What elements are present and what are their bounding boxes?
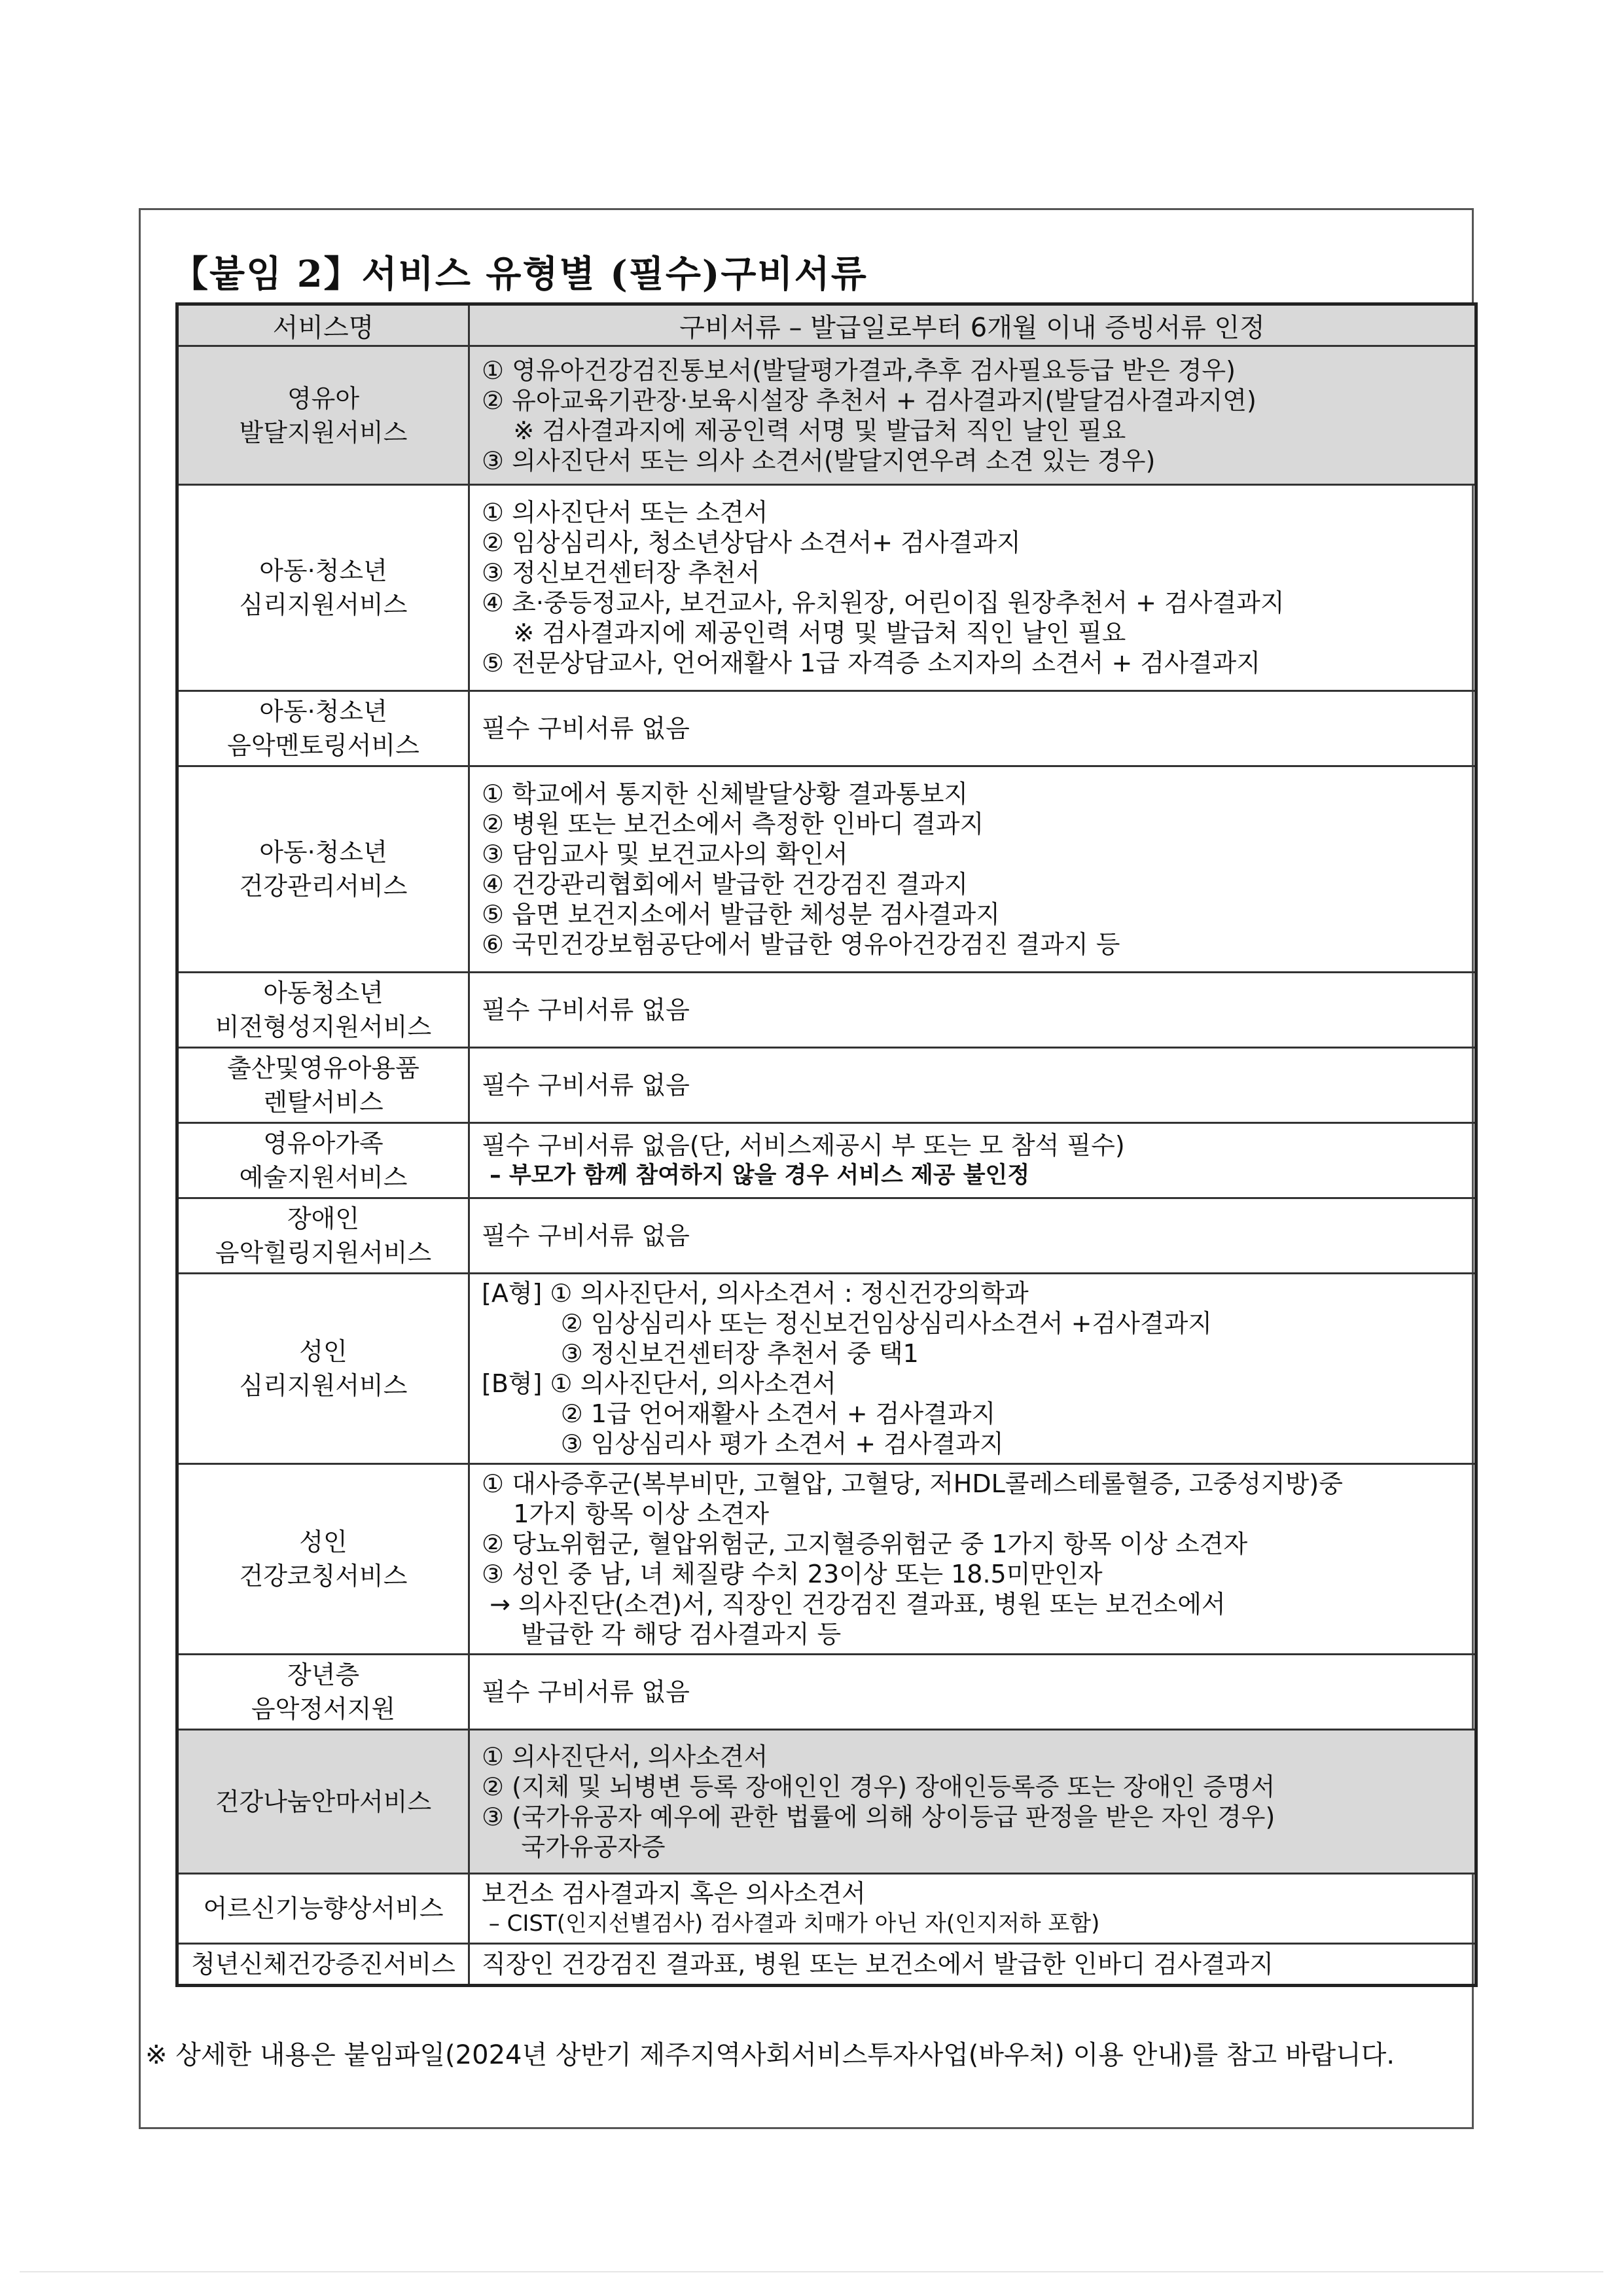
required-documents-cell: [469, 1198, 1476, 1274]
service-name-cell: [177, 485, 469, 691]
service-name-line: 영유아가족: [263, 1129, 383, 1158]
document-item: 1가지 항목 이상 소견자: [482, 1499, 770, 1528]
document-item: [B형] ① 의사진단서, 의사소견서: [482, 1369, 836, 1398]
document-item: ⑤ 전문상담교사, 언어재활사 1급 자격증 소지자의 소견서 + 검사결과지: [482, 649, 1260, 677]
service-name-line: 심리지원서비스: [239, 1371, 408, 1400]
document-item: ※ 검사결과지에 제공인력 서명 및 발급처 직인 날인 필요: [482, 416, 1126, 445]
service-name-cell: [177, 346, 469, 485]
table-row: [177, 1874, 1476, 1944]
service-name-line: 성인: [299, 1528, 348, 1556]
table-body: [177, 346, 1476, 1986]
document-item: ① 영유아건강검진통보서(발달평가결과,추후 검사필요등급 받은 경우): [482, 355, 1236, 385]
table-row: [177, 1944, 1476, 1986]
document-item: ② 임상심리사, 청소년상담사 소견서+ 검사결과지: [482, 528, 1021, 557]
document-item: ③ (국가유공자 예우에 관한 법률에 의해 상이등급 판정을 받은 자인 경우): [482, 1802, 1275, 1831]
required-documents-cell: [469, 1944, 1476, 1986]
table-row: [177, 1198, 1476, 1274]
document-item: ④ 건강관리협회에서 발급한 건강검진 결과지: [482, 870, 969, 899]
service-name-cell: [177, 1655, 469, 1730]
footnote: ※ 상세한 내용은 붙임파일(2024년 상반기 제주지역사회서비스투자사업(바우처) 이용 안내)를 참고 바랍니다.: [145, 2040, 1395, 2070]
table-row: [177, 1048, 1476, 1123]
service-name-line: 성인: [299, 1337, 348, 1366]
document-item: 필수 구비서류 없음: [482, 1071, 690, 1100]
document-item: ① 의사진단서, 의사소견서: [482, 1742, 768, 1771]
document-item: ③ 임상심리사 평가 소견서 + 검사결과지: [482, 1429, 1004, 1458]
service-name-line: 장년층: [287, 1660, 360, 1689]
service-name-line: 렌탈서비스: [263, 1088, 383, 1117]
required-documents-cell: [469, 1464, 1476, 1655]
document-item: ① 대사증후군(복부비만, 고혈압, 고혈당, 저HDL콜레스테롤혈증, 고중성지방)중: [482, 1469, 1343, 1498]
document-item: ① 학교에서 통지한 신체발달상황 결과통보지: [482, 780, 969, 808]
table-row: [177, 973, 1476, 1048]
required-documents-cell: [469, 1048, 1476, 1123]
service-name-line: 영유아: [287, 384, 360, 413]
service-name-line: 건강관리서비스: [239, 872, 408, 901]
document-item: ③ 정신보건센터장 추천서: [482, 558, 760, 587]
service-name-line: 어르신기능향상서비스: [203, 1894, 444, 1923]
table-row: [177, 1655, 1476, 1730]
service-name-cell: [177, 1874, 469, 1944]
document-item: ② 당뇨위험군, 혈압위험군, 고지혈증위험군 중 1가지 항목 이상 소견자: [482, 1530, 1248, 1558]
service-name-line: 발달지원서비스: [239, 418, 408, 447]
document-item: ③ 성인 중 남, 녀 체질량 수치 23이상 또는 18.5미만인자: [482, 1560, 1103, 1588]
service-name-line: 건강코칭서비스: [239, 1562, 408, 1590]
document-item: 직장인 건강검진 결과표, 병원 또는 보건소에서 발급한 인바디 검사결과지: [482, 1950, 1274, 1979]
service-name-cell: [177, 1048, 469, 1123]
document-item: 필수 구비서류 없음: [482, 1677, 690, 1706]
required-documents-cell: [469, 691, 1476, 766]
service-name-line: 출산및영유아용품: [227, 1054, 419, 1083]
document-item: ② 1급 언어재활사 소견서 + 검사결과지: [482, 1399, 996, 1428]
document-item: – 부모가 함께 참여하지 않을 경우 서비스 제공 불인정: [482, 1162, 1030, 1189]
document-item: ④ 초·중등정교사, 보건교사, 유치원장, 어린이집 원장추천서 + 검사결과지: [482, 588, 1285, 617]
required-documents-cell: [469, 1274, 1476, 1464]
document-item: 필수 구비서류 없음(단, 서비스제공시 부 또는 모 참석 필수): [482, 1131, 1125, 1160]
document-item: [A형] ① 의사진단서, 의사소견서 : 정신건강의학과: [482, 1279, 1029, 1308]
service-name-cell: [177, 1198, 469, 1274]
service-name-cell: [177, 1464, 469, 1655]
required-documents-cell: [469, 1730, 1476, 1874]
service-name-line: 아동·청소년: [259, 838, 387, 867]
required-documents-cell: [469, 973, 1476, 1048]
service-name-cell: [177, 1944, 469, 1986]
required-documents-cell: [469, 766, 1476, 973]
required-documents-cell: [469, 485, 1476, 691]
document-item: 국가유공자증: [482, 1832, 666, 1861]
required-documents-table: [175, 302, 1478, 1987]
header-required-documents: 구비서류 – 발급일로부터 6개월 이내 증빙서류 인정: [469, 304, 1476, 346]
table-row: [177, 766, 1476, 973]
service-name-line: 장애인: [287, 1204, 360, 1233]
document-item: 필수 구비서류 없음: [482, 1221, 690, 1250]
document-item: 필수 구비서류 없음: [482, 996, 690, 1024]
required-documents-cell: [469, 346, 1476, 485]
service-name-line: 비전형성지원서비스: [215, 1013, 432, 1041]
service-name-line: 음악멘토링서비스: [227, 731, 419, 760]
service-name-cell: [177, 1123, 469, 1198]
document-item: – CIST(인지선별검사) 검사결과 치매가 아닌 자(인지저하 포함): [482, 1910, 1100, 1937]
table-row: [177, 1464, 1476, 1655]
service-name-line: 심리지원서비스: [239, 590, 408, 619]
service-name-cell: [177, 766, 469, 973]
document-item: ③ 의사진단서 또는 의사 소견서(발달지연우려 소견 있는 경우): [482, 446, 1156, 475]
service-name-line: 아동청소년: [263, 978, 383, 1007]
document-item: → 의사진단(소견)서, 직장인 건강검진 결과표, 병원 또는 보건소에서: [482, 1590, 1226, 1619]
service-name-line: 아동·청소년: [259, 556, 387, 585]
service-name-cell: [177, 1730, 469, 1874]
document-item: ② 병원 또는 보건소에서 측정한 인바디 결과지: [482, 810, 984, 838]
service-name-line: 아동·청소년: [259, 697, 387, 726]
document-item: 보건소 검사결과지 혹은 의사소견서: [482, 1879, 866, 1908]
document-item: ② (지체 및 뇌병변 등록 장애인인 경우) 장애인등록증 또는 장애인 증명서: [482, 1772, 1275, 1801]
table-row: [177, 691, 1476, 766]
table-row: [177, 1730, 1476, 1874]
service-name-cell: [177, 973, 469, 1048]
table-row: [177, 346, 1476, 485]
document-item: ① 의사진단서 또는 소견서: [482, 498, 768, 527]
table-header-row: [177, 304, 1476, 346]
header-service-name: 서비스명: [177, 304, 469, 346]
service-name-line: 음악정서지원: [251, 1695, 396, 1723]
document-item: 필수 구비서류 없음: [482, 714, 690, 743]
required-documents-cell: [469, 1874, 1476, 1944]
service-name-line: 예술지원서비스: [239, 1163, 408, 1192]
service-name-cell: [177, 691, 469, 766]
service-name-line: 청년신체건강증진서비스: [191, 1950, 455, 1979]
document-item: 발급한 각 해당 검사결과지 등: [482, 1620, 842, 1649]
table-row: [177, 1274, 1476, 1464]
scan-edge-line: [20, 2271, 1603, 2272]
document-item: ③ 담임교사 및 보건교사의 확인서: [482, 840, 848, 869]
service-name-cell: [177, 1274, 469, 1464]
service-name-line: 건강나눔안마서비스: [215, 1787, 432, 1816]
table-row: [177, 485, 1476, 691]
document-item: ※ 검사결과지에 제공인력 서명 및 발급처 직인 날인 필요: [482, 619, 1126, 647]
required-documents-cell: [469, 1655, 1476, 1730]
document-item: ⑤ 읍면 보건지소에서 발급한 체성분 검사결과지: [482, 900, 1000, 929]
service-name-line: 음악힐링지원서비스: [215, 1238, 432, 1267]
document-item: ② 임상심리사 또는 정신보건임상심리사소견서 +검사결과지: [482, 1309, 1213, 1338]
document-item: ② 유아교육기관장·보육시설장 추천서 + 검사결과지(발달검사결과지연): [482, 386, 1257, 415]
page-title: 【붙임 2】서비스 유형별 (필수)구비서류: [171, 253, 868, 296]
document-item: ③ 정신보건센터장 추천서 중 택1: [482, 1339, 919, 1368]
required-documents-cell: [469, 1123, 1476, 1198]
document-item: ⑥ 국민건강보험공단에서 발급한 영유아건강검진 결과지 등: [482, 930, 1120, 959]
table-row: [177, 1123, 1476, 1198]
